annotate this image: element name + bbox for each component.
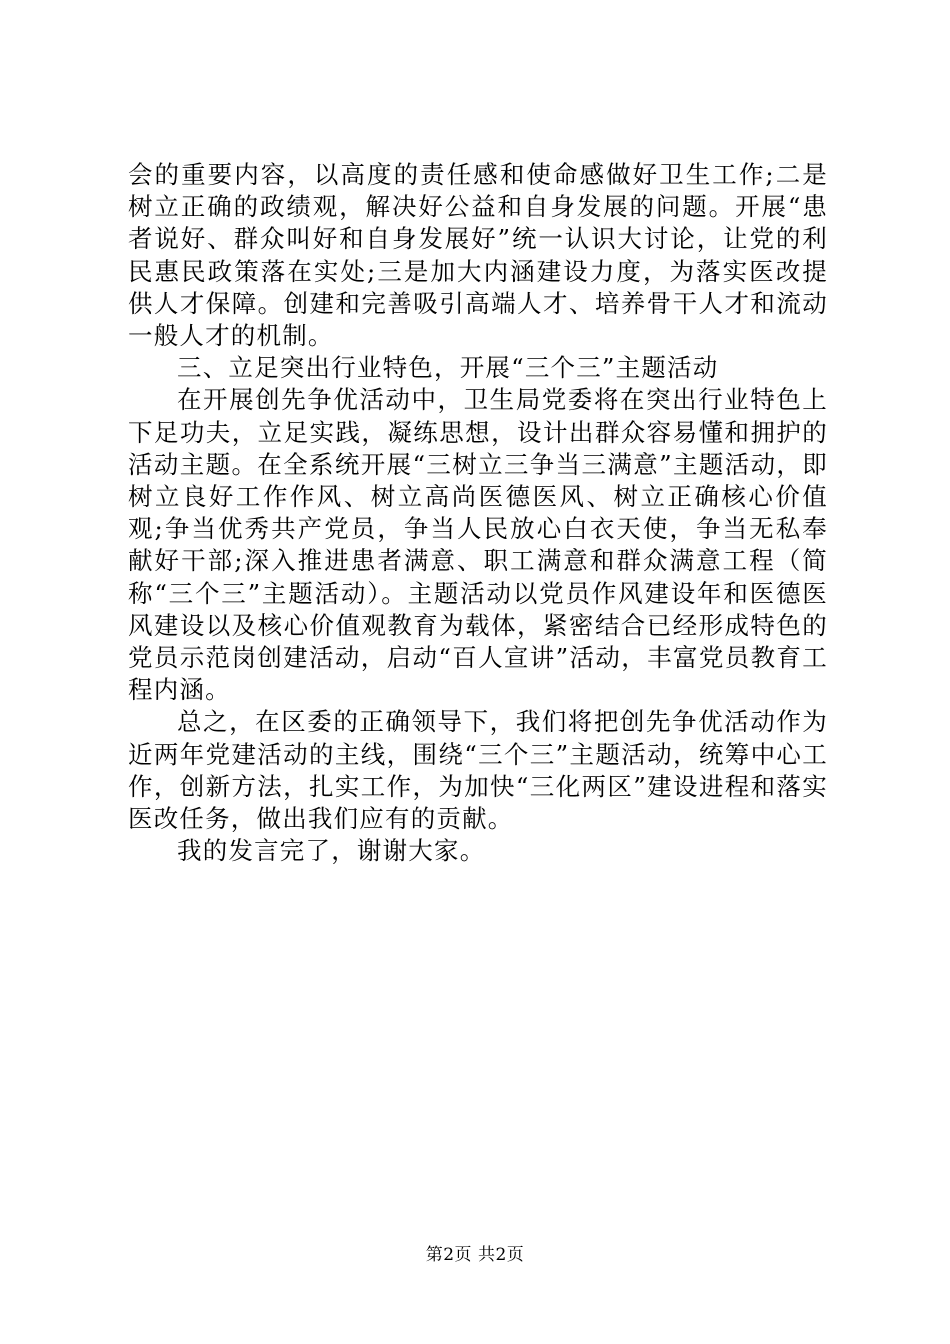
section-heading: 三、立足突出行业特色，开展“三个三”主题活动: [177, 353, 719, 383]
paragraph-continuation: 会的重要内容，以高度的责任感和使命感做好卫生工作;二是树立正确的政绩观，解决好公益和自身发展的问题。开展“患者说好、群众叫好和自身发展好”统一认识大讨论，让党的利民惠民政策落在实处;三是加大内涵建设力度，为落实医改提供人才保障。创建和完善吸引高端人才、培养骨干人才和流动一般人才的机制。: [128, 160, 828, 351]
page-footer: 第2页 共2页: [425, 1245, 525, 1265]
paragraph-closing: 我的发言完了，谢谢大家。: [177, 836, 486, 866]
document-body: [128, 159, 828, 867]
paragraph-summary: 总之，在区委的正确领导下，我们将把创先争优活动作为近两年党建活动的主线，围绕“三个三”主题活动，统筹中心工作，创新方法，扎实工作，为加快“三化两区”建设进程和落实医改任务，做出我们应有的贡献。: [128, 707, 828, 834]
paragraph-activities: 在开展创先争优活动中，卫生局党委将在突出行业特色上下足功夫，立足实践，凝练思想，设计出群众容易懂和拥护的活动主题。在全系统开展“三树立三争当三满意”主题活动，即树立良好工作作风、树立高尚医德医风、树立正确核心价值观;争当优秀共产党员，争当人民放心白衣天使，争当无私奉献好干部;深入推进患者满意、职工满意和群众满意工程（简称“三个三”主题活动）。主题活动以党员作风建设年和医德医风建设以及核心价值观教育为载体，紧密结合已经形成特色的党员示范岗创建活动，启动“百人宣讲”活动，丰富党员教育工程内涵。: [128, 385, 828, 705]
